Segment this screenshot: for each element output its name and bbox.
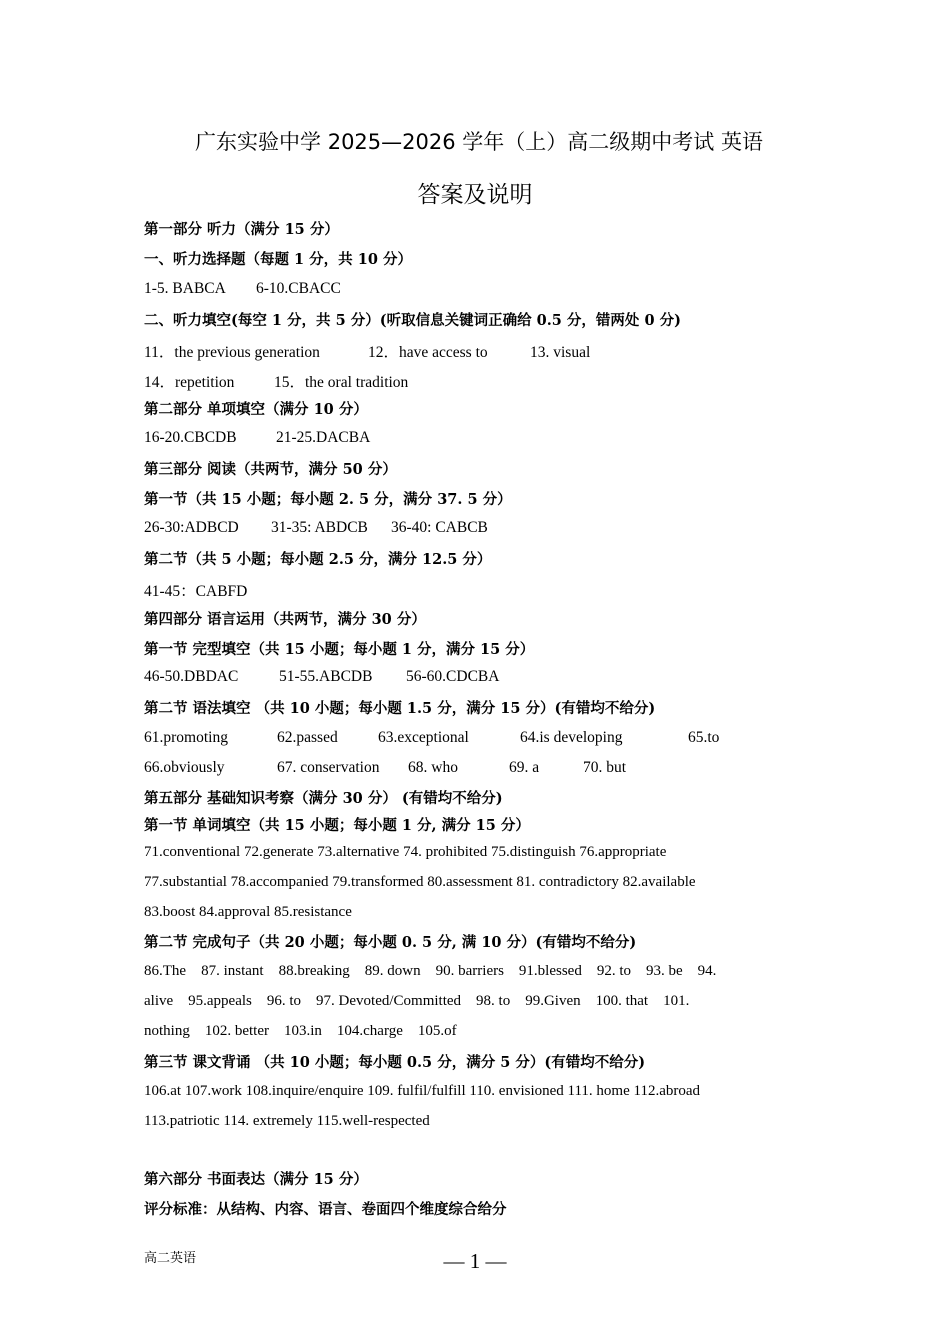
answer-group: 31-35: ABDCB [271,519,368,536]
part6-criteria: 评分标准：从结构、内容、语言、卷面四个维度综合给分 [144,1201,507,1218]
document-title: 广东实验中学 2025—2026 学年（上）高二级期中考试 英语 [195,130,763,154]
answer-group: 16-20.CBCDB [144,429,237,446]
part5-section2-answers-row2: alive 95.appeals 96. to 97. Devoted/Committed 98. to 99.Given 100. that 101. [144,993,690,1009]
part4-section2-answers-row1 [144,729,719,747]
answer-item: 11．the previous generation [144,344,320,361]
part1-section2-answers-row1 [144,340,590,362]
part4-section1-heading: 第一节 完型填空（共 15 小题；每小题 1 分，满分 15 分） [144,641,535,658]
part5-section3-answers-row1: 106.at 107.work 108.inquire/enquire 109. fulfil/fulfill 110. envisioned 111. home 112.abroad [144,1083,701,1099]
answer-item: 63.exceptional [378,729,469,746]
part3-section2-heading: 第二节（共 5 小题；每小题 2.5 分，满分 12.5 分） [144,551,492,568]
part5-heading: 第五部分 基础知识考察（满分 30 分） (有错均不给分) [144,790,503,807]
part2-heading: 第二部分 单项填空（满分 10 分） [144,401,368,418]
answer-item: 61.promoting [144,729,228,746]
part3-section1-heading: 第一节（共 15 小题；每小题 2. 5 分，满分 37. 5 分） [144,491,512,508]
answer-item: 70. but [583,759,627,776]
answer-item: 68. who [408,759,458,776]
part1-heading: 第一部分 听力（满分 15 分） [144,221,339,238]
part5-section3-answers-row2: 113.patriotic 114. extremely 115.well-respected [144,1113,430,1129]
answer-group: 51-55.ABCDB [279,668,373,685]
part6-heading: 第六部分 书面表达（满分 15 分） [144,1171,368,1188]
part4-section1-answers [144,668,499,686]
part1-section1-heading: 一、听力选择题（每题 1 分，共 10 分） [144,251,412,268]
answer-item: 62.passed [277,729,338,746]
part1-section1-answers [144,280,341,298]
answer-group: 56-60.CDCBA [406,668,500,685]
part1-section2-answers-row2 [144,370,408,392]
answer-group: 46-50.DBDAC [144,668,239,685]
part2-answers [144,429,370,447]
answer-item: 69. a [509,759,540,776]
part4-section2-heading: 第二节 语法填空 （共 10 小题；每小题 1.5 分，满分 15 分）(有错均不给分) [144,700,656,717]
answer-item: 12．have access to [368,344,488,361]
part5-section2-answers-row3: nothing 102. better 103.in 104.charge 105.of [144,1023,457,1039]
part1-section2-heading: 二、听力填空(每空 1 分，共 5 分）(听取信息关键词正确给 0.5 分，错两处 0 分) [144,312,681,329]
part3-section1-answers [144,519,488,537]
answer-item: 13. visual [530,344,591,361]
part5-section2-answers-row1: 86.The 87. instant 88.breaking 89. down 90. barriers 91.blessed 92. to 93. be 94. [144,963,717,979]
part5-section1-answers-row2: 77.substantial 78.accompanied 79.transformed 80.assessment 81. contradictory 82.available [144,874,696,890]
answer-group: 26-30:ADBCD [144,519,239,536]
answer-item: 66.obviously [144,759,225,776]
answer-group: 1-5. BABCA [144,280,226,297]
answer-item: 67. conservation [277,759,380,776]
answer-group: 6-10.CBACC [256,280,341,297]
answer-item: 65.to [688,729,720,746]
answer-item: 15．the oral tradition [274,374,409,391]
answer-group: 21-25.DACBA [276,429,371,446]
document-subtitle: 答案及说明 [417,182,533,208]
part5-section2-heading: 第二节 完成句子（共 20 小题；每小题 0. 5 分, 满 10 分）(有错均不给分) [144,934,637,951]
answer-item: 14．repetition [144,374,235,391]
part3-section2-answers: 41-45：CABFD [144,583,248,600]
part4-section2-answers-row2 [144,759,626,777]
part4-heading: 第四部分 语言运用（共两节，满分 30 分） [144,611,426,628]
part5-section1-answers-row3: 83.boost 84.approval 85.resistance [144,904,352,920]
part5-section1-heading: 第一节 单词填空（共 15 小题；每小题 1 分, 满分 15 分） [144,817,530,834]
page-number: — 1 — [443,1249,507,1273]
footer-subject: 高二英语 [144,1251,197,1266]
part5-section3-heading: 第三节 课文背诵 （共 10 小题；每小题 0.5 分，满分 5 分）(有错均不给分) [144,1054,646,1071]
answer-group: 36-40: CABCB [391,519,488,536]
answer-item: 64.is developing [520,729,623,746]
part5-section1-answers-row1: 71.conventional 72.generate 73.alternative 74. prohibited 75.distinguish 76.appropriate [144,844,667,860]
part3-heading: 第三部分 阅读（共两节，满分 50 分） [144,461,397,478]
